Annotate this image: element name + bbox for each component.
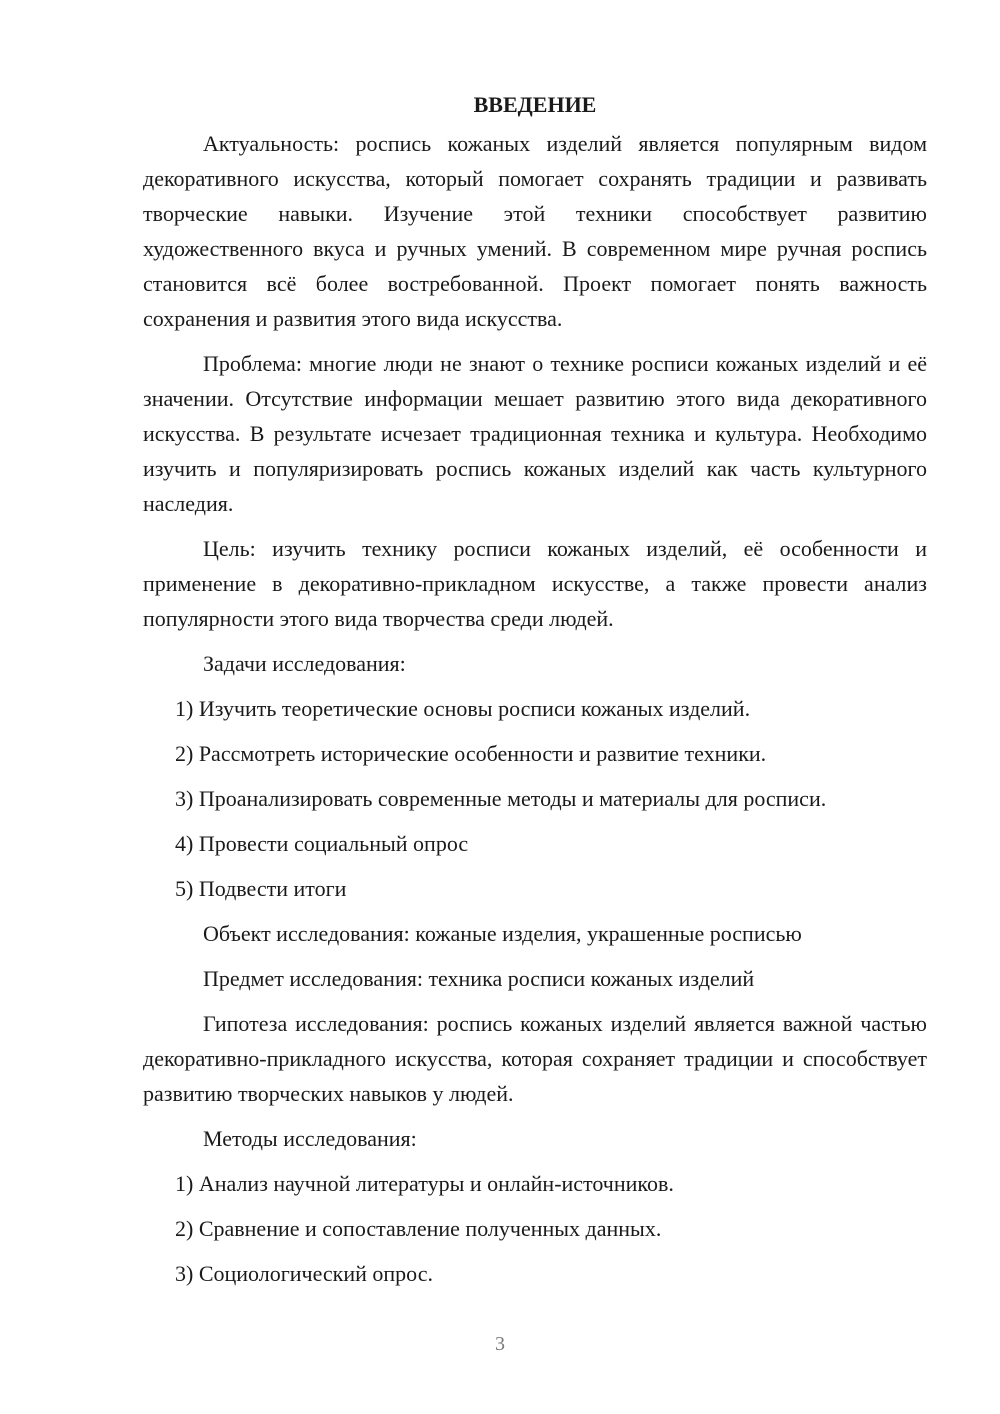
tasks-list — [143, 691, 927, 906]
list-item: 5) Подвести итоги — [175, 876, 347, 901]
list-item: 3) Социологический опрос. — [175, 1261, 433, 1286]
relevance-paragraph: Актуальность: роспись кожаных изделий является популярным видом декоративного искусства, который помогает сохранять традиции и развивать творческие навыки. Изучение этой техники способствует развитию художественного вкуса и ручных умений. В современном мире ручная роспись становится всё более востребованной. Проект помогает понять важность сохранения и развития этого вида искусства. — [143, 131, 927, 331]
methods-list — [143, 1166, 927, 1291]
goal-paragraph: Цель: изучить технику росписи кожаных изделий, её особенности и применение в декоративно-прикладном искусстве, а также провести анализ популярности этого вида творчества среди людей. — [143, 536, 927, 631]
methods-title: Методы исследования: — [203, 1126, 417, 1151]
page-number: 3 — [495, 1333, 505, 1355]
list-item: 1) Анализ научной литературы и онлайн-источников. — [175, 1171, 674, 1196]
list-item: 1) Изучить теоретические основы росписи кожаных изделий. — [175, 696, 751, 721]
page-heading: ВВЕДЕНИЕ — [473, 92, 597, 117]
tasks-title: Задачи исследования: — [203, 651, 406, 676]
list-item: 2) Сравнение и сопоставление полученных данных. — [175, 1216, 662, 1241]
hypothesis-paragraph: Гипотеза исследования: роспись кожаных изделий является важной частью декоративно-прикладного искусства, которая сохраняет традиции и способствует развитию творческих навыков у людей. — [143, 1011, 927, 1106]
subject-line: Предмет исследования: техника росписи кожаных изделий — [203, 966, 755, 991]
list-item: 2) Рассмотреть исторические особенности и развитие техники. — [175, 741, 767, 766]
list-item: 3) Проанализировать современные методы и материалы для росписи. — [175, 786, 827, 811]
document-page — [143, 90, 927, 1301]
object-line: Объект исследования: кожаные изделия, украшенные росписью — [203, 921, 802, 946]
problem-paragraph: Проблема: многие люди не знают о технике росписи кожаных изделий и её значении. Отсутствие информации мешает развитию этого вида декоративного искусства. В результате исчезает традиционная техника и культура. Необходимо изучить и популяризировать роспись кожаных изделий как часть культурного наследия. — [143, 351, 927, 516]
list-item: 4) Провести социальный опрос — [175, 831, 469, 856]
